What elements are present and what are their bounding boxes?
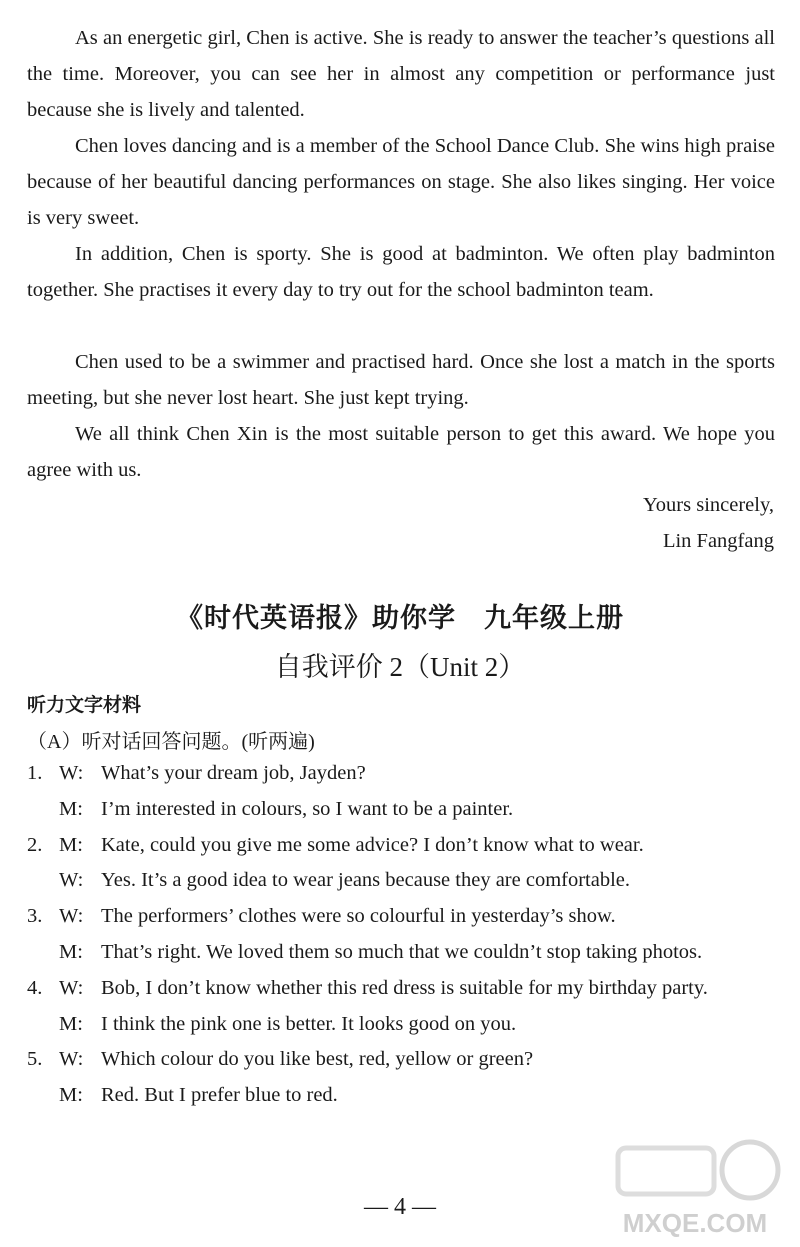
- speaker-label: M:: [59, 1012, 83, 1035]
- dialogue-number: 1.: [27, 762, 43, 784]
- dialogue-number: 5.: [27, 1048, 43, 1071]
- dialogue-line: [27, 1042, 775, 1078]
- speaker-label: W:: [59, 976, 84, 999]
- dialogue-text: Bob, I don’t know whether this red dress is suitable for my birthday party.: [101, 976, 708, 999]
- letter-signature: Lin Fangfang: [662, 530, 774, 552]
- page-number: — 4 —: [364, 1194, 436, 1220]
- dialogue-3: [27, 899, 775, 971]
- section-title: 《时代英语报》助你学 九年级上册: [176, 603, 624, 634]
- speaker-label: W:: [59, 869, 84, 892]
- dialogue-line: [27, 935, 775, 971]
- listening-material-label: 听力文字材料: [27, 694, 142, 716]
- dialogue-text: What’s your dream job, Jayden?: [101, 762, 366, 784]
- letter-paragraph-4: Chen used to be a swimmer and practised hard. Once she lost a match in the sports meeting, but she never lost heart. She just kept trying.: [27, 351, 775, 409]
- speaker-label: W:: [59, 1048, 84, 1071]
- dialogue-text: Kate, could you give me some advice? I don’t know what to wear.: [101, 833, 644, 856]
- speaker-label: M:: [59, 797, 83, 820]
- letter-paragraph-5: We all think Chen Xin is the most suitable person to get this award. We hope you agree with us.: [27, 423, 775, 481]
- dialogue-text: Yes. It’s a good idea to wear jeans because they are comfortable.: [101, 869, 631, 892]
- speaker-label: M:: [59, 833, 83, 856]
- dialogue-text: I think the pink one is better. It looks good on you.: [101, 1012, 517, 1035]
- dialogue-text: Which colour do you like best, red, yellow or green?: [101, 1048, 534, 1071]
- speaker-label: W:: [59, 762, 84, 784]
- dialogue-line: [27, 863, 775, 899]
- dialogue-1: [27, 756, 775, 828]
- dialogue-line: [27, 792, 775, 828]
- dialogue-line: [27, 756, 775, 792]
- dialogue-number: 4.: [27, 976, 43, 999]
- dialogue-text: Red. But I prefer blue to red.: [101, 1084, 338, 1107]
- letter-paragraph-3: In addition, Chen is sporty. She is good at badminton. We often play badminton together. She practises it every day to try out for the school badminton team.: [27, 243, 775, 301]
- dialogue-4: [27, 971, 775, 1043]
- section-subtitle: 自我评价 2（Unit 2）: [274, 652, 526, 682]
- speaker-label: W:: [59, 905, 84, 928]
- dialogue-number: 2.: [27, 833, 43, 856]
- dialogue-text: That’s right. We loved them so much that we couldn’t stop taking photos.: [101, 940, 703, 963]
- dialogue-2: [27, 828, 775, 900]
- dialogue-number: 3.: [27, 905, 43, 928]
- letter-closing: Yours sincerely,: [643, 494, 774, 516]
- dialogue-line: [27, 1007, 775, 1043]
- dialogue-list: [27, 756, 775, 1114]
- dialogue-line: [27, 1078, 775, 1114]
- part-a-instruction: （A）听对话回答问题。(听两遍): [27, 731, 315, 753]
- watermark-logo: [600, 1130, 790, 1242]
- dialogue-line: [27, 899, 775, 935]
- dialogue-line: [27, 828, 775, 864]
- speaker-label: M:: [59, 940, 83, 963]
- dialogue-5: [27, 1042, 775, 1114]
- dialogue-text: The performers’ clothes were so colourful in yesterday’s show.: [101, 905, 616, 928]
- dialogue-line: [27, 971, 775, 1007]
- watermark-seal-icon: [722, 1142, 778, 1198]
- letter-paragraph-2: Chen loves dancing and is a member of the School Dance Club. She wins high praise because of her beautiful dancing performances on stage. She also likes singing. Her voice is very sweet.: [27, 135, 775, 229]
- letter-paragraph-1: As an energetic girl, Chen is active. She is ready to answer the teacher’s questions all the time. Moreover, you can see her in almost any competition or performance just because she is lively and talented.: [27, 27, 775, 121]
- dialogue-text: I’m interested in colours, so I want to be a painter.: [101, 797, 514, 820]
- watermark-shape: [618, 1148, 714, 1194]
- watermark-text: MXQE.COM: [622, 1208, 768, 1238]
- speaker-label: M:: [59, 1084, 83, 1107]
